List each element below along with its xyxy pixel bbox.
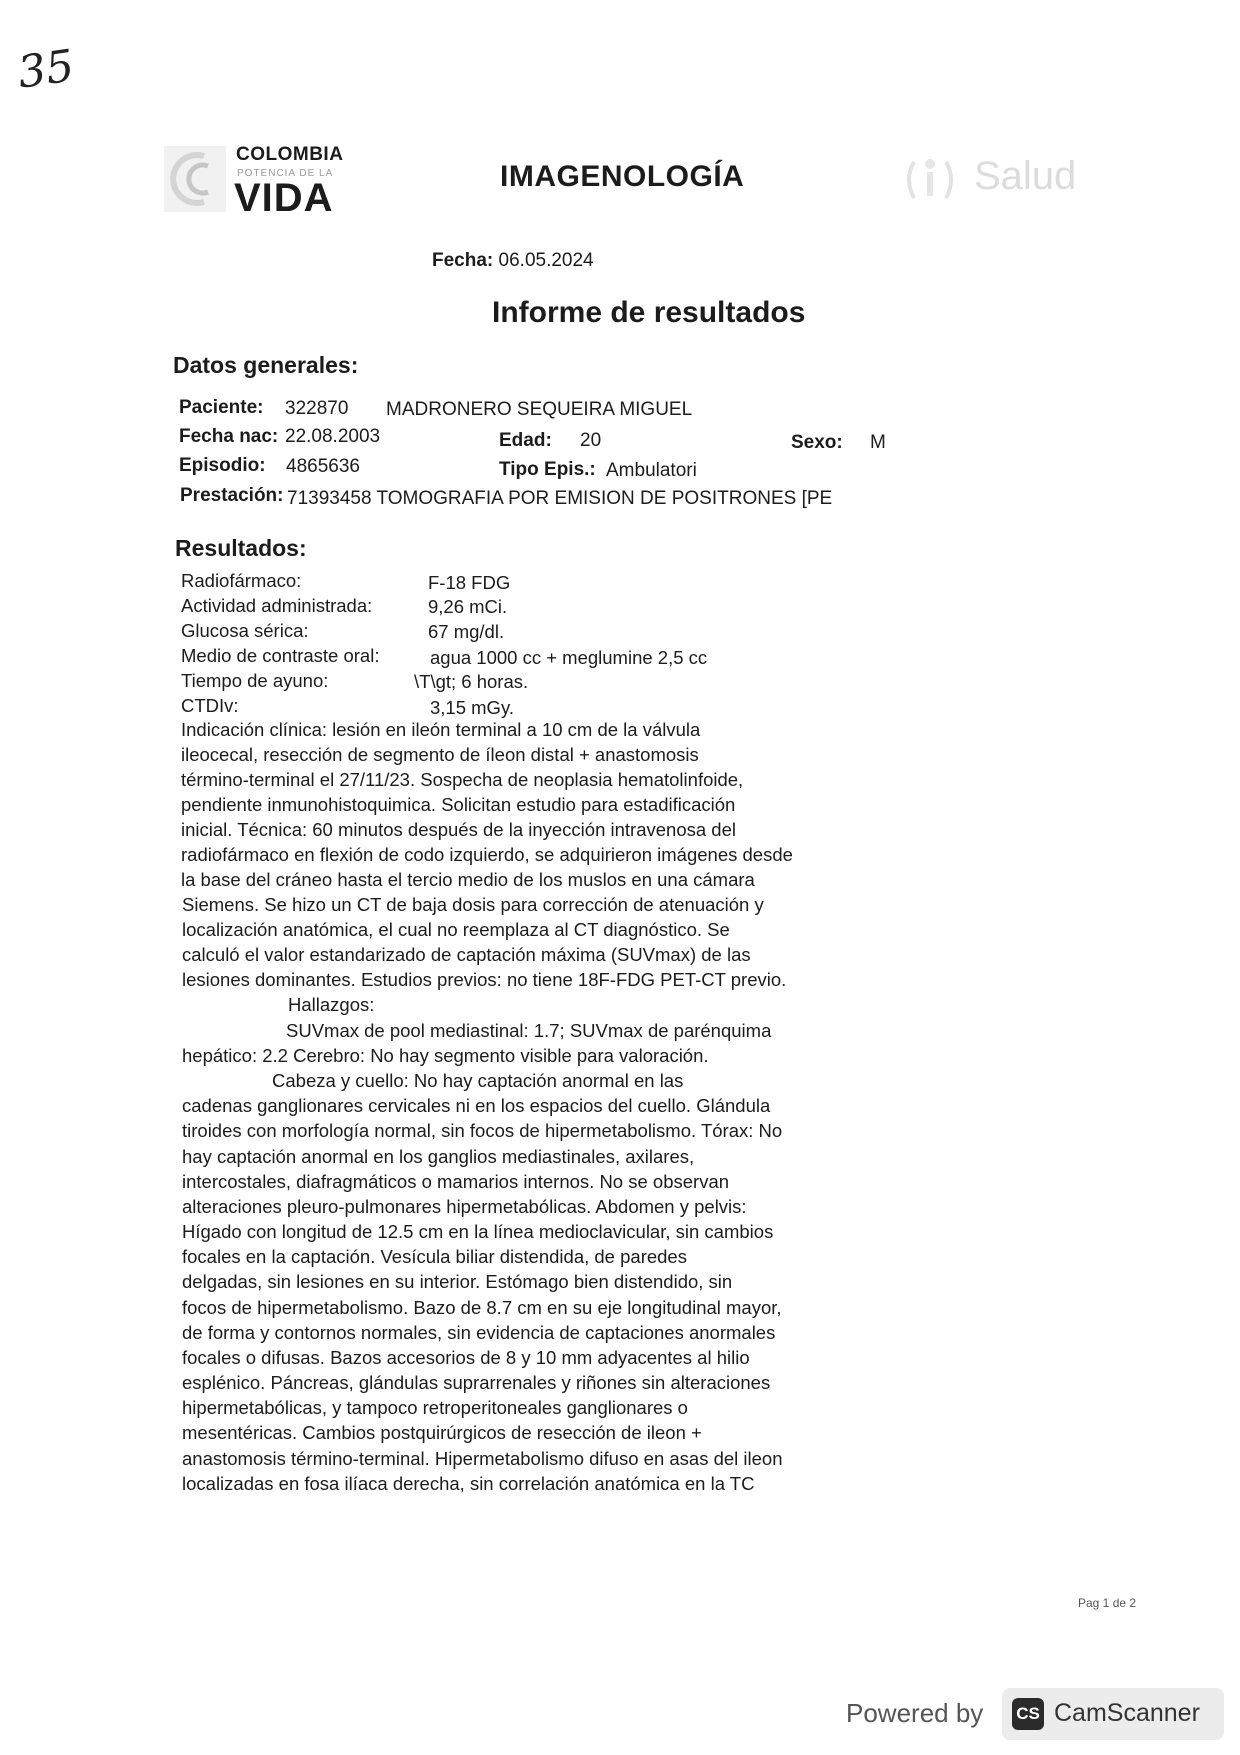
field-label: Tiempo de ayuno: xyxy=(181,670,329,691)
logo-tagline: POTENCIA DE LA xyxy=(237,168,334,179)
field-value: agua 1000 cc + meglumine 2,5 cc xyxy=(430,647,708,668)
field-label: Glucosa sérica: xyxy=(181,620,309,641)
report-line: alteraciones pleuro-pulmonares hipermetabólicas. Abdomen y pelvis: xyxy=(182,1196,747,1217)
field-label: Medio de contraste oral: xyxy=(181,645,380,666)
report-line: hay captación anormal en los ganglios mediastinales, axilares, xyxy=(182,1146,695,1167)
report-line: de forma y contornos normales, sin evidencia de captaciones anormales xyxy=(182,1322,776,1343)
report-line: calculó el valor estandarizado de captación máxima (SUVmax) de las xyxy=(182,944,751,965)
handwritten-note: 35 xyxy=(14,40,78,99)
salud-mark-icon xyxy=(900,148,960,210)
field-value: F-18 FDG xyxy=(428,572,511,593)
salud-text: Salud xyxy=(974,154,1077,198)
fecha-value: 06.05.2024 xyxy=(498,250,594,271)
episodio-value: 4865636 xyxy=(286,456,360,477)
tipo-epis-label: Tipo Epis.: xyxy=(499,459,596,480)
report-line: la base del cráneo hasta el tercio medio de los muslos en una cámara xyxy=(181,869,755,890)
report-line: hipermetabólicas, y tampoco retroperitoneales ganglionares o xyxy=(182,1397,688,1418)
datos-generales-heading: Datos generales: xyxy=(173,352,359,378)
prestacion-label: Prestación: xyxy=(180,485,284,506)
episodio-label: Episodio: xyxy=(179,455,266,476)
fecha-label: Fecha: xyxy=(432,250,494,271)
report-line: inicial. Técnica: 60 minutos después de la inyección intravenosa del xyxy=(181,819,736,840)
tipo-epis-value: Ambulatori xyxy=(606,460,697,481)
report-line: ileocecal, resección de segmento de íleon distal + anastomosis xyxy=(181,744,699,765)
field-value: \T\gt; 6 horas. xyxy=(414,671,529,692)
page-indicator: Pag 1 de 2 xyxy=(1078,1596,1137,1610)
report-line: focos de hipermetabolismo. Bazo de 8.7 cm en su eje longitudinal mayor, xyxy=(182,1297,782,1318)
colombia-vida-logo xyxy=(160,140,350,220)
camscanner-box xyxy=(1002,1688,1224,1740)
report-line: esplénico. Páncreas, glándulas suprarrenales y riñones sin alteraciones xyxy=(182,1372,771,1393)
prestacion-value: 71393458 TOMOGRAFIA POR EMISION DE POSITRONES [PE xyxy=(287,488,833,509)
paciente-nombre: MADRONERO SEQUEIRA MIGUEL xyxy=(386,399,693,420)
report-line: tiroides con morfología normal, sin focos de hipermetabolismo. Tórax: No xyxy=(182,1120,783,1141)
edad-label: Edad: xyxy=(499,430,552,451)
report-line: cadenas ganglionares cervicales ni en los espacios del cuello. Glándula xyxy=(182,1095,771,1116)
sexo-label: Sexo: xyxy=(791,432,843,453)
edad-value: 20 xyxy=(580,430,602,451)
report-line: Hallazgos: xyxy=(288,994,375,1015)
field-value: 67 mg/dl. xyxy=(428,621,505,642)
report-title: Informe de resultados xyxy=(492,296,806,329)
report-line: hepático: 2.2 Cerebro: No hay segmento visible para valoración. xyxy=(182,1045,709,1066)
field-label: Radiofármaco: xyxy=(181,570,302,591)
report-line: Indicación clínica: lesión en ileón terminal a 10 cm de la válvula xyxy=(181,719,701,740)
report-line: anastomosis término-terminal. Hipermetabolismo difuso en asas del ileon xyxy=(182,1448,783,1469)
report-line: pendiente inmunohistoquimica. Solicitan estudio para estadificación xyxy=(181,794,736,815)
fecha-nac-value: 22.08.2003 xyxy=(285,426,381,447)
report-line: mesentéricas. Cambios postquirúrgicos de resección de ileon + xyxy=(182,1422,702,1443)
report-line: radiofármaco en flexión de codo izquierdo, se adquirieron imágenes desde xyxy=(181,844,793,865)
paciente-id: 322870 xyxy=(285,398,349,419)
field-label: CTDIv: xyxy=(181,695,239,716)
report-line: Siemens. Se hizo un CT de baja dosis para corrección de atenuación y xyxy=(182,894,764,915)
powered-by-text: Powered by xyxy=(846,1698,984,1728)
report-line: focales o difusas. Bazos accesorios de 8 y 10 mm adyacentes al hilio xyxy=(182,1347,750,1368)
report-line: localización anatómica, el cual no reemplaza al CT diagnóstico. Se xyxy=(182,919,730,940)
resultados-heading: Resultados: xyxy=(175,535,307,561)
salud-logo xyxy=(900,148,1090,208)
field-label: Actividad administrada: xyxy=(181,595,373,616)
report-line: delgadas, sin lesiones en su interior. Estómago bien distendido, sin xyxy=(182,1271,733,1292)
report-line: localizadas en fosa ilíaca derecha, sin correlación anatómica en la TC xyxy=(182,1473,755,1494)
report-line: SUVmax de pool mediastinal: 1.7; SUVmax de parénquima xyxy=(286,1020,772,1041)
field-value: 3,15 mGy. xyxy=(430,697,514,718)
fecha-nac-label: Fecha nac: xyxy=(179,426,279,447)
report-line: Cabeza y cuello: No hay captación anormal en las xyxy=(272,1070,684,1091)
report-line: intercostales, diafragmáticos o mamarios internos. No se observan xyxy=(182,1171,730,1192)
camscanner-name: CamScanner xyxy=(1054,1699,1200,1727)
report-line: Hígado con longitud de 12.5 cm en la línea medioclavicular, sin cambios xyxy=(182,1221,774,1242)
field-value: 9,26 mCi. xyxy=(428,596,508,617)
report-date xyxy=(432,250,594,272)
sexo-value: M xyxy=(870,432,886,453)
logo-country: COLOMBIA xyxy=(236,144,344,165)
report-line: focales en la captación. Vesícula biliar distendida, de paredes xyxy=(182,1246,687,1267)
report-line: término-terminal el 27/11/23. Sospecha de neoplasia hematolinfoide, xyxy=(181,769,744,790)
logo-vida: VIDA xyxy=(234,176,334,220)
paciente-label: Paciente: xyxy=(179,397,264,418)
page-title: IMAGENOLOGÍA xyxy=(500,160,745,193)
camscanner-logo-icon: CS xyxy=(1012,1698,1044,1730)
report-line: lesiones dominantes. Estudios previos: no tiene 18F-FDG PET-CT previo. xyxy=(182,969,787,990)
swirl-logo-icon xyxy=(164,146,226,212)
